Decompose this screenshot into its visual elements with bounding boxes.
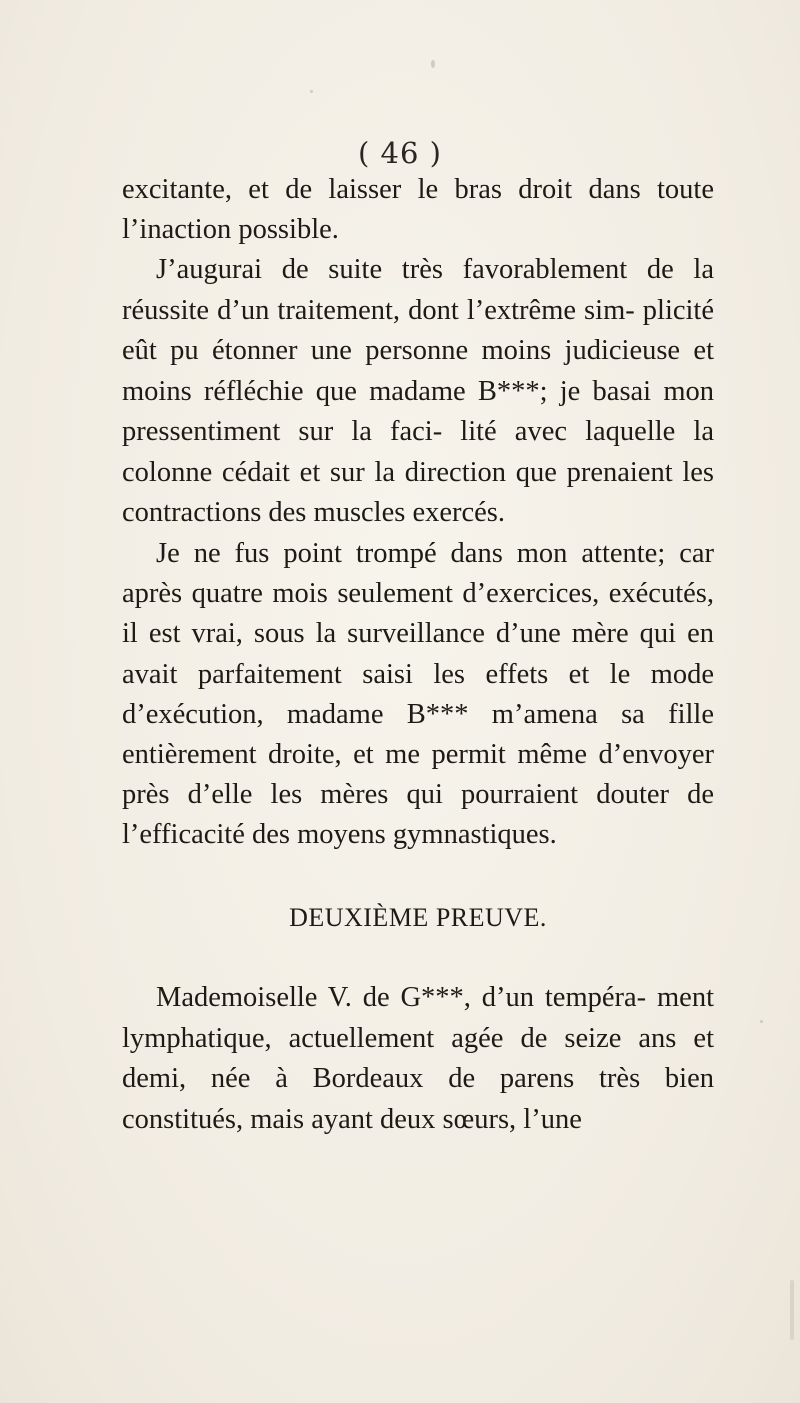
paper-speck [431,60,435,68]
paper-speck [760,1020,763,1023]
paragraph-3: Je ne fus point trompé dans mon attente; car après quatre mois seulement d’exercices, exécutés, il est vrai, sous la surveillance d’une mère qui en avait parfaitement saisi les effets et le mode d’exécution, madame B*** m’amena sa fille entièrement droite, et me permit même d’envoyer près d’elle les mères qui pourraient douter de l’efficacité des moyens gymnastiques. [122,537,714,851]
body-text [122,170,714,1141]
paragraph-4: Mademoiselle V. de G***, d’un tempéra- ment lymphatique, actuellement agée de seize ans et demi, née à Bordeaux de parens très bien constitués, mais ayant deux sœurs, l’une [122,981,714,1136]
section-heading: DEUXIÈME PREUVE. [289,902,547,932]
paragraph-1: excitante, et de laisser le bras droit dans toute l’inaction possible. [122,174,714,246]
paragraph-2: J’augurai de suite très favorablement de la réussite d’un traitement, dont l’extrême sim- plicité eût pu étonner une personne moins judicieuse et moins réfléchie que madame B***; je basai mon pressentiment sur la faci- lité avec laquelle la colonne cédait et sur la direction que prenaient les contractions des muscles exercés. [122,254,714,529]
paper-speck [310,90,313,93]
paper-speck [790,1280,794,1340]
page-number: ( 46 ) [358,136,442,170]
